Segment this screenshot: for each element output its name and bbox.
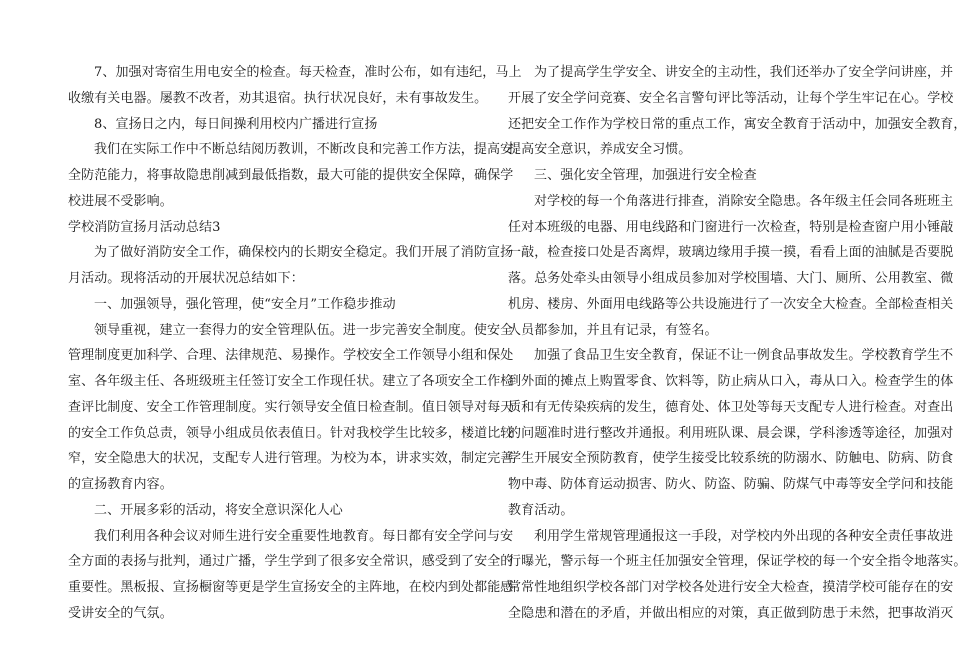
text-line: 任对本班级的电器、用电线路和门窗进行一次检查，特别是检查窗户用小锤敲 — [508, 219, 954, 235]
text-line: 一、加强领导，强化管理，使“安全月”工作稳步推动 — [94, 296, 396, 312]
text-line: 受讲安全的气氛。 — [68, 605, 173, 621]
text-line: 利用学生常规管理通报这一手段，对学校内外出现的各种安全责任事故进 — [534, 528, 954, 544]
text-line: 月活动。现将活动的开展状况总结如下： — [68, 271, 304, 286]
left-column — [68, 60, 522, 627]
text-line: 加强了食品卫生安全教育，保证不让一例食品事故发生。学校教育学生不 — [534, 348, 954, 364]
text-line: 全方面的表扬与批判，通过广播，学生学到了很多安全常识，感受到了安全的 — [68, 554, 514, 570]
text-line: 人员都参加，并且有记录，有签名。 — [508, 322, 718, 338]
text-line: 的安全工作负总责，领导小组成员依表值日。针对我校学生比较多，楼道比较 — [68, 425, 514, 441]
text-line: 查评比制度、安全工作管理制度。实行领导安全值日检查制。值日领导对每天 — [68, 399, 514, 415]
text-line: 的宣扬教育内容。 — [68, 477, 173, 492]
text-line: 提高安全意识，养成安全习惯。 — [508, 142, 692, 158]
text-line: 三、强化安全管理，加强进行安全检查 — [534, 168, 757, 183]
text-line: 教育活动。 — [508, 502, 574, 518]
text-line: 管理制度更加科学、合理、法律规范、易操作。学校安全工作领导小组和保处 — [68, 348, 514, 364]
text-line: 8、宣扬日之内，每日间操利用校内广播进行宣扬 — [94, 116, 378, 132]
text-line: 一敲，检查接口处是否离焊，玻璃边缘用手摸一摸，看看上面的油腻是否要脱 — [508, 245, 954, 261]
text-line: 机房、楼房、外面用电线路等公共设施进行了一次安全大检查。全部检查相关 — [508, 296, 954, 312]
text-line: 全隐患和潜在的矛盾，并做出相应的对策，真正做到防患于未然，把事故消灭 — [508, 605, 954, 621]
text-line: 校进展不受影响。 — [68, 193, 173, 209]
text-line: 领导重视，建立一套得力的安全管理队伍。进一步完善安全制度。使安全 — [94, 322, 514, 338]
text-line: 室、各年级主任、各班级班主任签订安全工作现任状。建立了各项安全工作检 — [68, 374, 514, 389]
text-line: 我们在实际工作中不断总结阅历教训，不断改良和完善工作方法，提高安 — [94, 142, 514, 158]
text-line: 对学校的每一个角落进行排查，消除安全隐患。各年级主任会同各班班主 — [534, 193, 954, 209]
text-line: 学生开展安全预防教育，使学生接受比较系统的防溺水、防触电、防病、防食 — [508, 451, 954, 467]
text-line: 为了做好消防安全工作，确保校内的长期安全稳定。我们开展了消防宣扬 — [94, 245, 514, 261]
text-line: 二、开展多彩的活动，将安全意识深化人心 — [94, 502, 343, 518]
text-line: 我们利用各种会议对师生进行安全重要性地教育。每日都有安全学问与安 — [94, 528, 514, 544]
text-line: 7、加强对寄宿生用电安全的检查。每天检查，准时公布，如有违纪，马上 — [94, 65, 522, 80]
text-line: 学校消防宣扬月活动总结3 — [68, 219, 221, 235]
text-line: 为了提高学生学安全、讲安全的主动性，我们还举办了安全学问讲座，并 — [534, 65, 954, 80]
text-line: 常常性地组织学校各部门对学校各处进行安全大检查，摸清学校可能存在的安 — [508, 580, 954, 595]
text-line: 全防范能力，将事故隐患削减到最低指数，最大可能的提供安全保障，确保学 — [68, 168, 514, 183]
text-line: 收缴有关电器。屡教不改者，劝其退宿。执行状况良好，未有事故发生。 — [68, 90, 488, 106]
text-line: 行曝光，警示每一个班主任加强安全管理，保证学校的每一个安全指令地落实。 — [508, 554, 967, 570]
text-line: 还把安全工作作为学校日常的重点工作，寓安全教育于活动中，加强安全教育， — [508, 116, 967, 132]
text-line: 落。总务处牵头由领导小组成员参加对学校围墙、大门、厕所、公用教室、微 — [508, 271, 954, 286]
right-column — [508, 60, 967, 627]
text-line: 到外面的摊点上购置零食、饮料等，防止病从口入，毒从口入。检查学生的体 — [508, 374, 954, 389]
text-line: 物中毒、防体育运动损害、防火、防盗、防骗、防煤气中毒等安全学问和技能 — [508, 477, 954, 492]
text-line: 窄，安全隐患大的状况，支配专人进行管理。为校为本，讲求实效，制定完善 — [68, 451, 514, 467]
text-line: 重要性。黑板报、宣扬橱窗等更是学生宣扬安全的主阵地，在校内到处都能感 — [68, 580, 514, 595]
text-line: 质和有无传染疾病的发生，德育处、体卫处等每天支配专人进行检查。对查出 — [508, 399, 954, 415]
text-line: 开展了安全学问竞赛、安全名言警句评比等活动，让每个学生牢记在心。学校 — [508, 90, 954, 106]
text-line: 的问题准时进行整改并通报。利用班队课、晨会课，学科渗透等途径，加强对 — [508, 425, 954, 441]
